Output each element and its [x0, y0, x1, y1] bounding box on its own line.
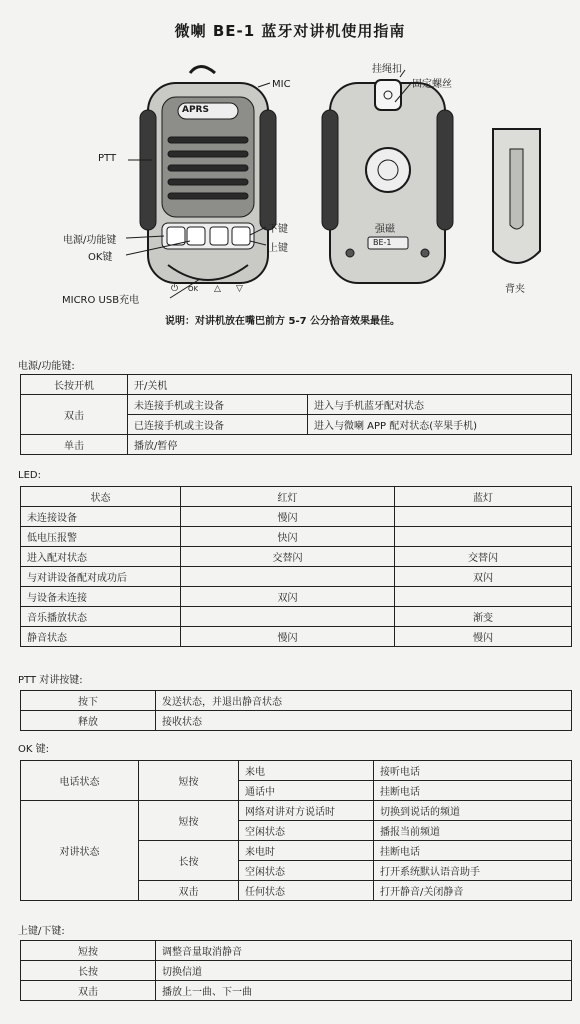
table-cell: 交替闪 — [181, 547, 395, 567]
table-cell — [181, 567, 395, 587]
table-cell: 与对讲设备配对成功后 — [21, 567, 181, 587]
updown-table — [20, 940, 572, 1001]
table-cell: 播报当前频道 — [374, 821, 572, 841]
page-title: 微喇 BE-1 蓝牙对讲机使用指南 — [174, 22, 406, 40]
table-cell: 挂断电话 — [374, 781, 572, 801]
table-cell: 静音状态 — [21, 627, 181, 647]
table-cell — [395, 527, 572, 547]
table-row — [21, 395, 572, 415]
table-cell: 音乐播放状态 — [21, 607, 181, 627]
table-cell — [181, 607, 395, 627]
table-row — [21, 981, 572, 1001]
table-header: 蓝灯 — [395, 487, 572, 507]
table-cell: 空闲状态 — [239, 861, 374, 881]
table-cell: 双击 — [21, 395, 128, 435]
device-back — [322, 70, 453, 283]
label-power-key: 电源/功能键 — [63, 235, 117, 246]
table-row — [21, 761, 572, 781]
table-cell: 与设备未连接 — [21, 587, 181, 607]
table-cell: 进入与手机蓝牙配对状态 — [308, 395, 572, 415]
table-cell: 开/关机 — [128, 375, 572, 395]
power-table — [20, 374, 572, 455]
ok-button: OK — [188, 285, 199, 293]
brand-logo: APRS — [182, 105, 209, 115]
table-cell: 双闪 — [181, 587, 395, 607]
label-up-key: 上键 — [268, 243, 288, 254]
table-cell: 长按 — [139, 841, 239, 881]
table-row — [21, 567, 572, 587]
table-row — [21, 691, 572, 711]
down-button: ▽ — [236, 284, 243, 294]
led-table — [20, 486, 572, 647]
label-clip: 背夹 — [505, 284, 525, 295]
table-cell: 低电压报警 — [21, 527, 181, 547]
table-cell: 对讲状态 — [21, 801, 139, 901]
label-down-key: 下键 — [268, 224, 288, 235]
table-cell: 任何状态 — [239, 881, 374, 901]
table-cell: 长按 — [21, 961, 156, 981]
table-cell: 空闲状态 — [239, 821, 374, 841]
table-cell: 播放上一曲、下一曲 — [156, 981, 572, 1001]
power-button: ⏻ — [171, 284, 179, 294]
table-cell: 未连接设备 — [21, 507, 181, 527]
table-cell: 接听电话 — [374, 761, 572, 781]
table-cell: 长按开机 — [21, 375, 128, 395]
device-front — [126, 67, 276, 299]
table-row — [21, 627, 572, 647]
table-cell: 通话中 — [239, 781, 374, 801]
table-cell: 短按 — [139, 761, 239, 801]
back-clip — [493, 129, 540, 263]
table-row — [21, 607, 572, 627]
table-cell: 播放/暂停 — [128, 435, 572, 455]
table-cell: 接收状态 — [156, 711, 572, 731]
figure-caption: 说明：对讲机放在嘴巴前方 5-7 公分拾音效果最佳。 — [165, 316, 401, 327]
table-cell: 快闪 — [181, 527, 395, 547]
table-cell: 打开系统默认语音助手 — [374, 861, 572, 881]
table-cell: 单击 — [21, 435, 128, 455]
table-header: 红灯 — [181, 487, 395, 507]
table-cell: 发送状态，并退出静音状态 — [156, 691, 572, 711]
table-row — [21, 487, 572, 507]
table-cell: 短按 — [21, 941, 156, 961]
table-header: 状态 — [21, 487, 181, 507]
table-cell: 打开静音/关闭静音 — [374, 881, 572, 901]
label-ok-key: OK键 — [88, 252, 113, 263]
table-cell: 切换信道 — [156, 961, 572, 981]
table-cell: 交替闪 — [395, 547, 572, 567]
table-cell: 调整音量取消静音 — [156, 941, 572, 961]
table-cell: 慢闪 — [181, 507, 395, 527]
table-row — [21, 711, 572, 731]
table-cell: 来电 — [239, 761, 374, 781]
label-usb: MICRO USB充电 — [62, 295, 140, 306]
table-cell: 按下 — [21, 691, 156, 711]
table-cell: 未连接手机或主设备 — [128, 395, 308, 415]
table-row — [21, 527, 572, 547]
table-cell: 切换到说话的频道 — [374, 801, 572, 821]
power-heading: 电源/功能键: — [18, 361, 75, 372]
table-row — [21, 587, 572, 607]
table-cell: 进入配对状态 — [21, 547, 181, 567]
table-row — [21, 435, 572, 455]
label-screw: 固定螺丝 — [412, 79, 452, 90]
table-cell: 已连接手机或主设备 — [128, 415, 308, 435]
table-cell: 挂断电话 — [374, 841, 572, 861]
table-cell: 慢闪 — [395, 627, 572, 647]
table-cell: 慢闪 — [181, 627, 395, 647]
up-button: △ — [214, 284, 221, 294]
table-cell — [395, 507, 572, 527]
table-cell: 渐变 — [395, 607, 572, 627]
ptt-table — [20, 690, 572, 731]
table-row — [21, 801, 572, 821]
table-row — [21, 375, 572, 395]
table-cell: 来电时 — [239, 841, 374, 861]
ok-table — [20, 760, 572, 901]
table-row — [21, 961, 572, 981]
table-cell: 进入与微喇 APP 配对状态(苹果手机) — [308, 415, 572, 435]
label-magnet: 强磁 — [375, 224, 395, 235]
table-cell: 双击 — [139, 881, 239, 901]
table-row — [21, 941, 572, 961]
label-mic: MIC — [272, 79, 291, 90]
table-row — [21, 507, 572, 527]
product-figure — [0, 55, 580, 335]
label-lanyard: 挂绳扣 — [372, 64, 402, 75]
table-cell: 双闪 — [395, 567, 572, 587]
table-cell: 网络对讲对方说话时 — [239, 801, 374, 821]
table-row — [21, 547, 572, 567]
label-ptt: PTT — [98, 153, 117, 164]
led-heading: LED: — [18, 470, 41, 481]
model-label: BE-1 — [373, 238, 392, 247]
table-cell: 释放 — [21, 711, 156, 731]
table-cell: 双击 — [21, 981, 156, 1001]
ptt-heading: PTT 对讲按键: — [18, 675, 83, 686]
table-cell — [395, 587, 572, 607]
updown-heading: 上键/下键: — [18, 926, 65, 937]
table-cell: 电话状态 — [21, 761, 139, 801]
table-cell: 短按 — [139, 801, 239, 841]
ok-heading: OK 键: — [18, 744, 49, 755]
